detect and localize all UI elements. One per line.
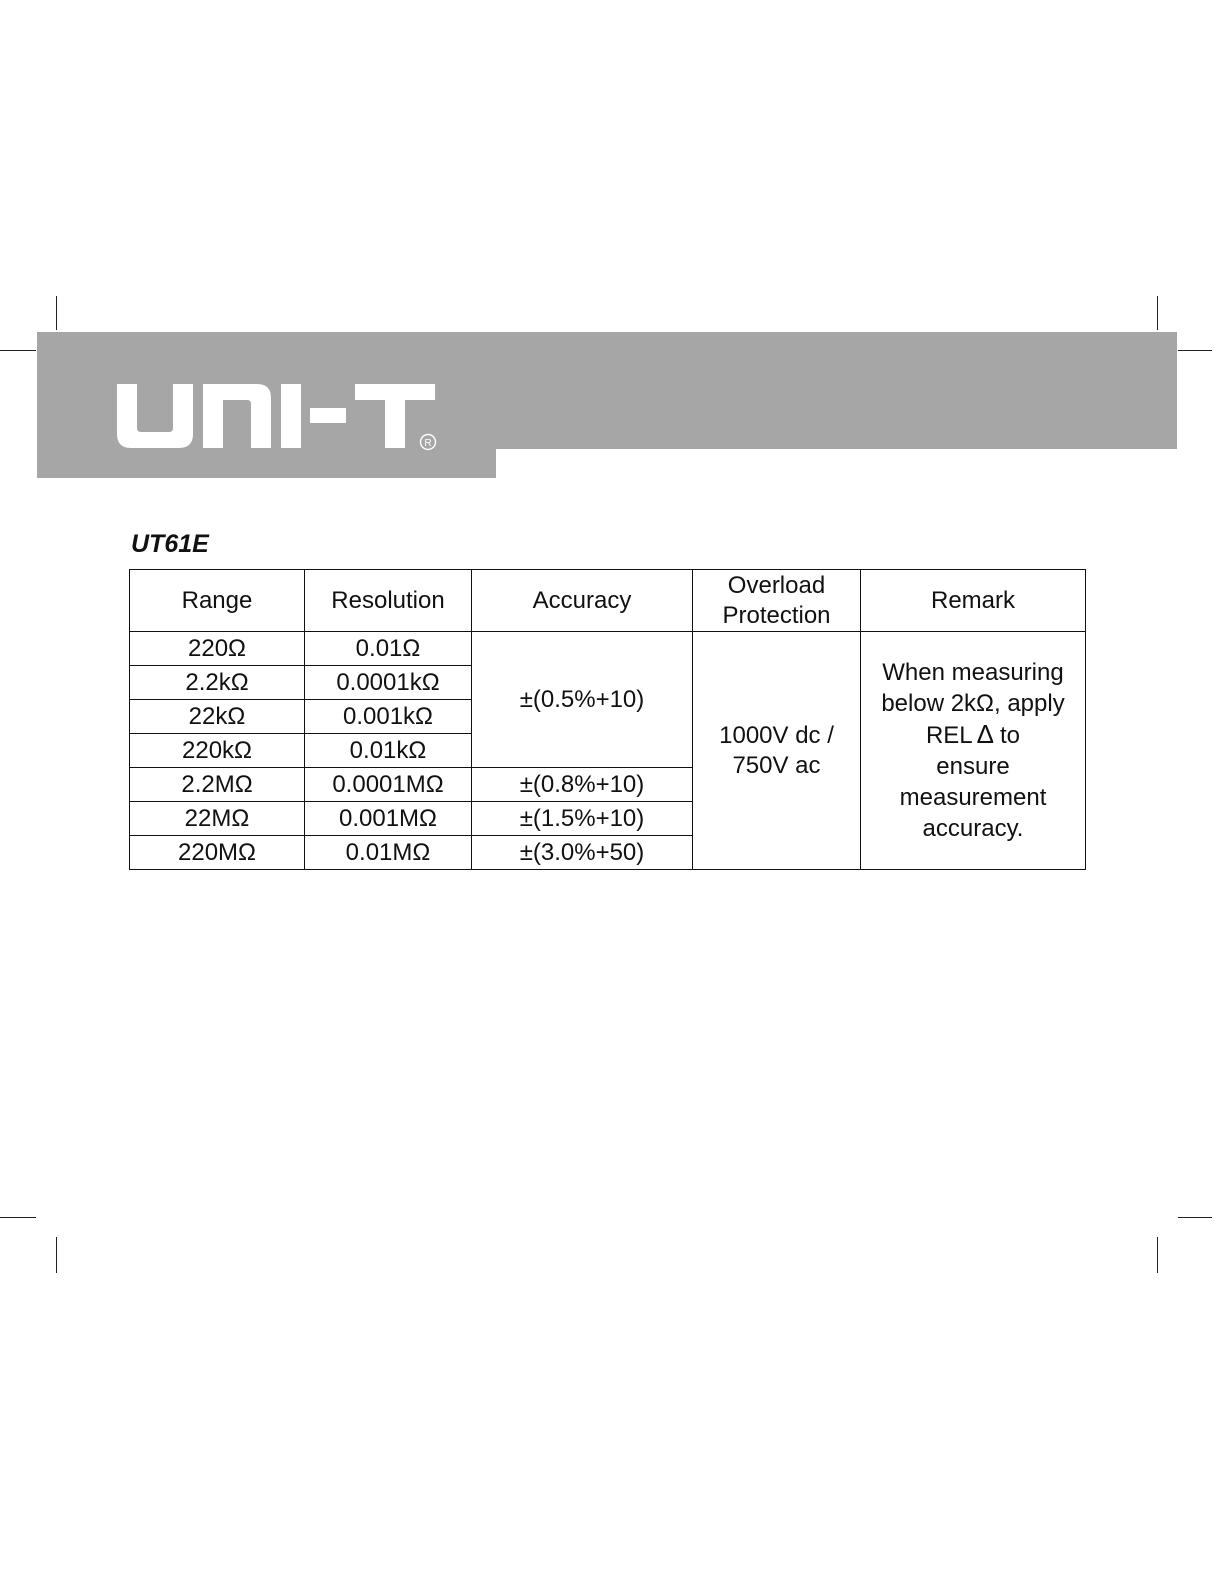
header-accuracy: Accuracy bbox=[472, 570, 693, 632]
cell-resolution: 0.0001kΩ bbox=[305, 666, 472, 700]
uni-t-logo-graphic bbox=[117, 378, 447, 454]
cell-resolution: 0.01Ω bbox=[305, 632, 472, 666]
header-overload-line2: Protection bbox=[722, 601, 831, 629]
crop-mark-bottom-right-h bbox=[1178, 1217, 1212, 1218]
svg-text:R: R bbox=[424, 438, 432, 449]
header-remark: Remark bbox=[861, 570, 1086, 632]
crop-mark-bottom-left-v bbox=[56, 1237, 57, 1273]
cell-overload-protection bbox=[693, 632, 861, 870]
remark-line6: accuracy. bbox=[922, 815, 1024, 842]
brand-logo bbox=[117, 378, 447, 454]
cell-range: 2.2MΩ bbox=[130, 768, 305, 802]
model-title: UT61E bbox=[131, 530, 209, 558]
crop-mark-top-left-v bbox=[56, 296, 57, 330]
cell-resolution: 0.01kΩ bbox=[305, 734, 472, 768]
header-overload-protection bbox=[693, 570, 861, 632]
cell-range: 22MΩ bbox=[130, 802, 305, 836]
remark-line1: When measuring bbox=[882, 659, 1064, 686]
rel-delta-icon: Δ bbox=[976, 719, 995, 749]
remark-line3-after: to bbox=[1000, 722, 1021, 749]
header-resolution: Resolution bbox=[305, 570, 472, 632]
cell-range: 220Ω bbox=[130, 632, 305, 666]
cell-accuracy: ±(3.0%+50) bbox=[472, 836, 693, 870]
remark-line5: measurement bbox=[899, 784, 1047, 811]
crop-mark-bottom-left-h bbox=[0, 1217, 36, 1218]
table-row bbox=[130, 632, 1086, 666]
crop-mark-top-left-h bbox=[0, 350, 36, 351]
overload-line1: 1000V dc / bbox=[719, 721, 834, 749]
header-overload-line1: Overload bbox=[727, 571, 826, 599]
cell-range: 22kΩ bbox=[130, 700, 305, 734]
cell-range: 220kΩ bbox=[130, 734, 305, 768]
resistance-spec-table bbox=[129, 569, 1086, 870]
crop-mark-bottom-right-v bbox=[1157, 1237, 1158, 1273]
crop-mark-top-right-v bbox=[1157, 296, 1158, 330]
table-header-row bbox=[130, 570, 1086, 632]
remark-line4: ensure bbox=[936, 753, 1010, 780]
cell-range: 2.2kΩ bbox=[130, 666, 305, 700]
cell-resolution: 0.01MΩ bbox=[305, 836, 472, 870]
cell-resolution: 0.001MΩ bbox=[305, 802, 472, 836]
cell-range: 220MΩ bbox=[130, 836, 305, 870]
remark-line3-before: REL bbox=[925, 722, 973, 749]
remark-line2: below 2kΩ, apply bbox=[881, 690, 1065, 717]
cell-accuracy-group: ±(0.5%+10) bbox=[472, 632, 693, 768]
cell-remark bbox=[861, 632, 1086, 870]
cell-accuracy: ±(0.8%+10) bbox=[472, 768, 693, 802]
overload-line2: 750V ac bbox=[732, 751, 821, 779]
crop-mark-top-right-h bbox=[1178, 350, 1212, 351]
cell-resolution: 0.0001MΩ bbox=[305, 768, 472, 802]
cell-accuracy: ±(1.5%+10) bbox=[472, 802, 693, 836]
cell-resolution: 0.001kΩ bbox=[305, 700, 472, 734]
header-range: Range bbox=[130, 570, 305, 632]
